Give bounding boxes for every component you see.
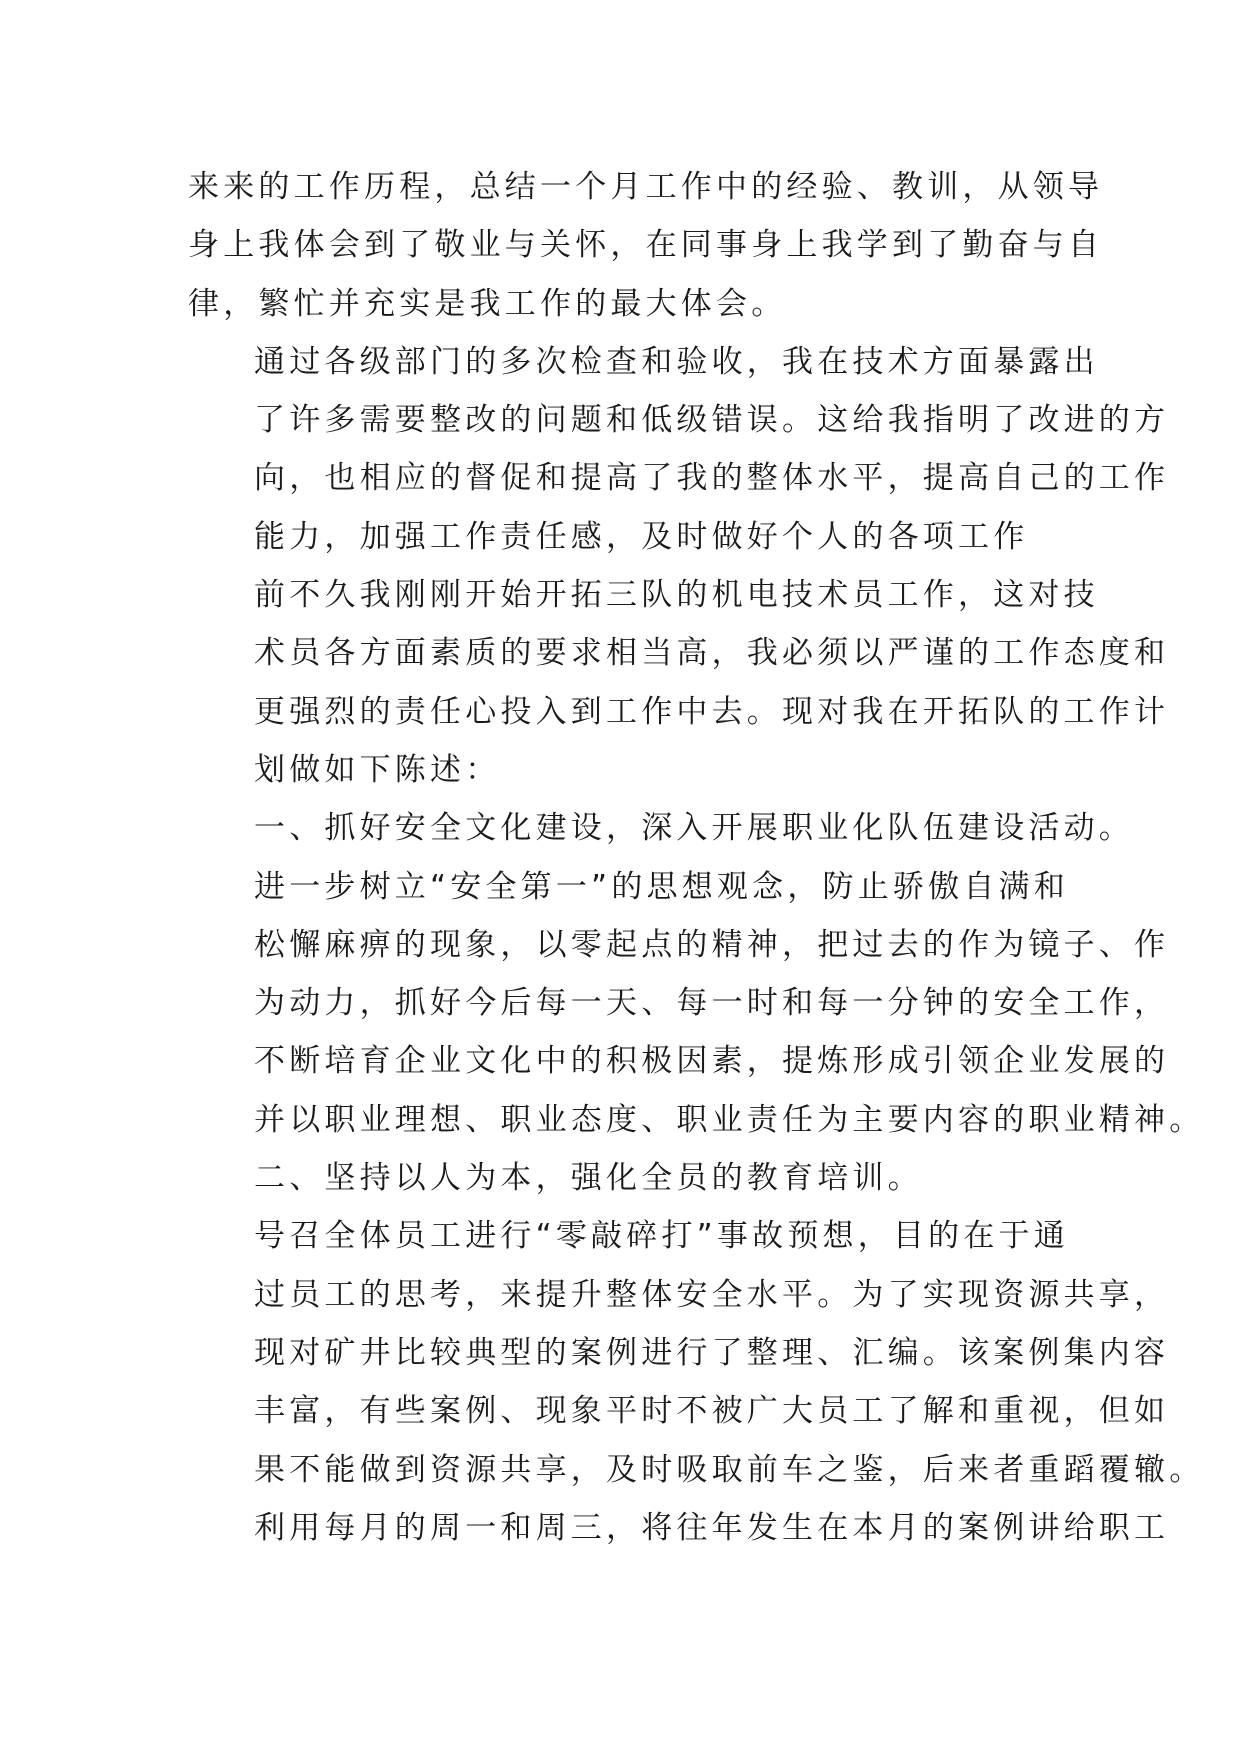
text-line: 律，繁忙并充实是我工作的最大体会。 <box>188 285 787 322</box>
text-line: 了许多需要整改的问题和低级错误。这给我指明了改进的方 <box>254 402 1170 439</box>
text-line: 不断培育企业文化中的积极因素，提炼形成引领企业发展的 <box>254 1043 1170 1080</box>
text-line: 术员各方面素质的要求相当高，我必须以严谨的工作态度和 <box>254 635 1170 672</box>
text-line: 二、坚持以人为本，强化全员的教育培训。 <box>254 1160 923 1197</box>
paragraph-training <box>188 1207 1205 1557</box>
text-line: 松懈麻痹的现象，以零起点的精神，把过去的作为镜子、作 <box>254 926 1170 963</box>
text-line: 来来的工作历程，总结一个月工作中的经验、教训，从领导 <box>188 169 1104 205</box>
heading-section-two <box>188 1149 1054 1207</box>
text-line: 过员工的思考，来提升整体安全水平。为了实现资源共享， <box>254 1276 1170 1313</box>
text-line: 现对矿井比较典型的案例进行了整理、汇编。该案例集内容 <box>254 1334 1170 1371</box>
document-body <box>188 158 1205 1557</box>
text-line: 一、抓好安全文化建设，深入开展职业化队伍建设活动。 <box>254 810 1134 847</box>
text-line: 进一步树立“安全第一”的思想观念，防止骄傲自满和 <box>254 868 1069 905</box>
text-line: 为动力，抓好今后每一天、每一时和每一分钟的安全工作， <box>254 985 1170 1022</box>
text-line: 号召全体员工进行“零敲碎打”事故预想，目的在于通 <box>254 1218 1069 1255</box>
paragraph-inspection <box>188 333 1170 566</box>
text-line: 并以职业理想、职业态度、职业责任为主要内容的职业精神。 <box>254 1101 1205 1138</box>
heading-section-one <box>188 799 1134 857</box>
text-line: 丰富，有些案例、现象平时不被广大员工了解和重视，但如 <box>254 1393 1170 1430</box>
text-line: 通过各级部门的多次检查和验收，我在技术方面暴露出 <box>254 343 1099 380</box>
text-line: 更强烈的责任心投入到工作中去。现对我在开拓队的工作计 <box>254 693 1170 730</box>
text-line: 向，也相应的督促和提高了我的整体水平，提高自己的工作 <box>254 460 1170 497</box>
paragraph-work-plan-intro <box>188 566 1170 799</box>
paragraph-safety-culture <box>188 858 1205 1149</box>
text-line: 前不久我刚刚开始开拓三队的机电技术员工作，这对技 <box>254 577 1099 614</box>
text-line: 能力，加强工作责任感，及时做好个人的各项工作 <box>254 518 1029 555</box>
text-line: 划做如下陈述： <box>254 751 501 788</box>
text-line: 利用每月的周一和周三，将往年发生在本月的案例讲给职工 <box>254 1509 1170 1546</box>
paragraph-work-experience <box>188 158 1104 333</box>
text-line: 身上我体会到了敬业与关怀，在同事身上我学到了勤奋与自 <box>188 227 1104 264</box>
text-line: 果不能做到资源共享，及时吸取前车之鉴，后来者重蹈覆辙。 <box>254 1451 1205 1488</box>
